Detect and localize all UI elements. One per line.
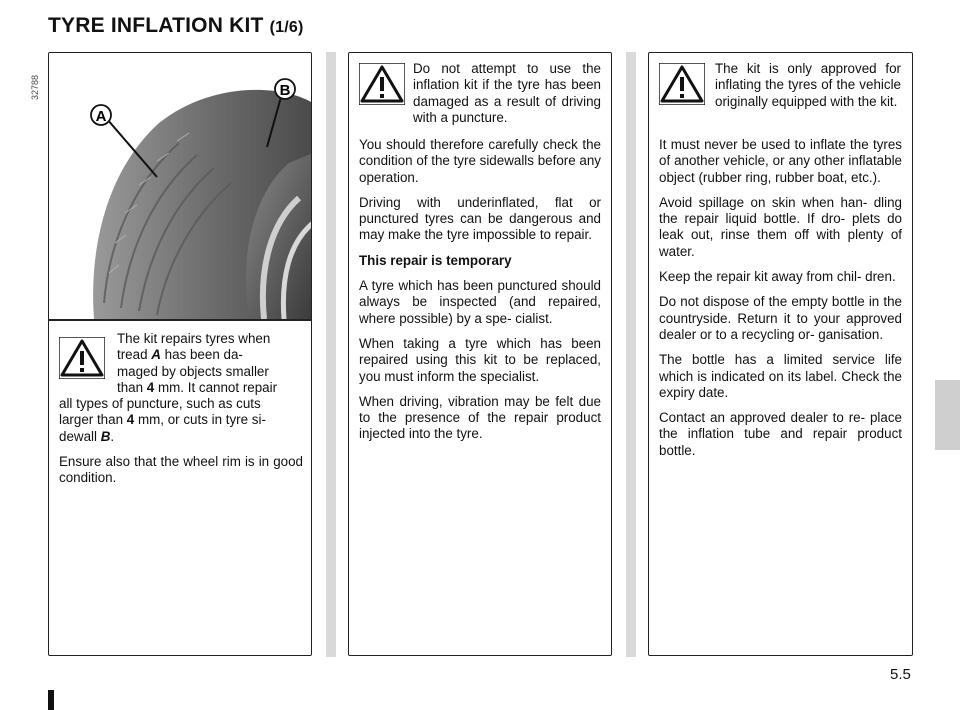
page-marker (48, 690, 54, 710)
size-value: 4 (146, 379, 155, 395)
col3-p4: Do not dispose of the empty bottle in the countryside. Return it to your approved dealer or to a recycling or- ganisation. (659, 294, 902, 342)
label-a: A (95, 108, 107, 125)
col1-line6a: larger than (59, 412, 124, 428)
page-number: 5.5 (890, 666, 911, 683)
column-separator (326, 52, 336, 657)
warning-triangle-icon (659, 63, 705, 105)
col3-warning: The kit is only approved for inflating the tyres of the vehicle originally equipped with the kit. (715, 61, 901, 109)
tread-word: tread (117, 347, 148, 363)
than-word: than (117, 379, 144, 395)
figure-divider (49, 319, 312, 321)
col2-p1: You should therefore carefully check the condition of the tyre sidewalls before any operation. (359, 137, 601, 185)
page-title (48, 14, 303, 38)
col1-period: . (110, 428, 115, 444)
col2-p6: When driving, vibration may be felt due to the presence of the repair product injected into the tyre. (359, 393, 601, 442)
col1-line4: mm. It cannot repair (157, 379, 278, 395)
col3-p6: Contact an approved dealer to re- place the inflation tube and repair product bottle. (659, 410, 902, 458)
page-title-text: TYRE INFLATION KIT (48, 14, 264, 37)
figure-reference: 32788 (30, 74, 40, 100)
col3-p5: The bottle has a limited service life which is indicated on its label. Check the expiry date. (659, 352, 902, 400)
col2-body (359, 137, 601, 452)
tyre-illustration (49, 53, 312, 319)
col3-p2: Avoid spillage on skin when han- dling the repair liquid bottle. If dro- plets do leak out, rinse them off with plenty of water. (659, 194, 902, 259)
col1-line5: all types of puncture, such as cuts (59, 396, 261, 412)
size-value-2: 4 (126, 412, 135, 428)
label-b: B (279, 82, 291, 99)
sidewall-ref: B (100, 428, 111, 444)
col2-p5: When taking a tyre which has been repaired using this kit to be replaced, you must inform the specialist. (359, 335, 601, 384)
chapter-tab (935, 380, 960, 450)
col2-p2: Driving with underinflated, flat or punctured tyres can be dangerous and may make the tyre impossible to repair. (359, 194, 601, 243)
col3-p1: It must never be used to inflate the tyres of another vehicle, or any other inflatable object (rubber ring, rubber boat, etc.). (659, 137, 902, 185)
column-separator (626, 52, 636, 657)
warning-triangle-icon (359, 63, 405, 105)
col2-p4: A tyre which has been punctured should always be inspected (and repaired, where possible) by a spe- cialist. (359, 278, 601, 326)
column-3 (648, 52, 913, 656)
col1-line6b: mm, or cuts in tyre si- (137, 412, 266, 428)
page-indicator: (1/6) (269, 19, 304, 36)
column-2 (348, 52, 612, 656)
tread-ref: A (151, 347, 161, 363)
column-1 (48, 52, 312, 656)
col1-line7: dewall (59, 428, 97, 444)
col3-body (659, 137, 902, 468)
tread-suffix: has been da- (164, 347, 243, 363)
col1-para2: Ensure also that the wheel rim is in good condition. (59, 454, 303, 486)
col1-body (59, 331, 303, 496)
col1-line1: The kit repairs tyres when (117, 331, 271, 346)
col2-p3: This repair is temporary (359, 252, 512, 268)
col3-p3: Keep the repair kit away from chil- dren. (659, 269, 896, 285)
col1-line3: maged by objects smaller (117, 363, 269, 379)
col2-warning: Do not attempt to use the inflation kit if the tyre has been damaged as a result of driving with a puncture. (413, 61, 601, 125)
